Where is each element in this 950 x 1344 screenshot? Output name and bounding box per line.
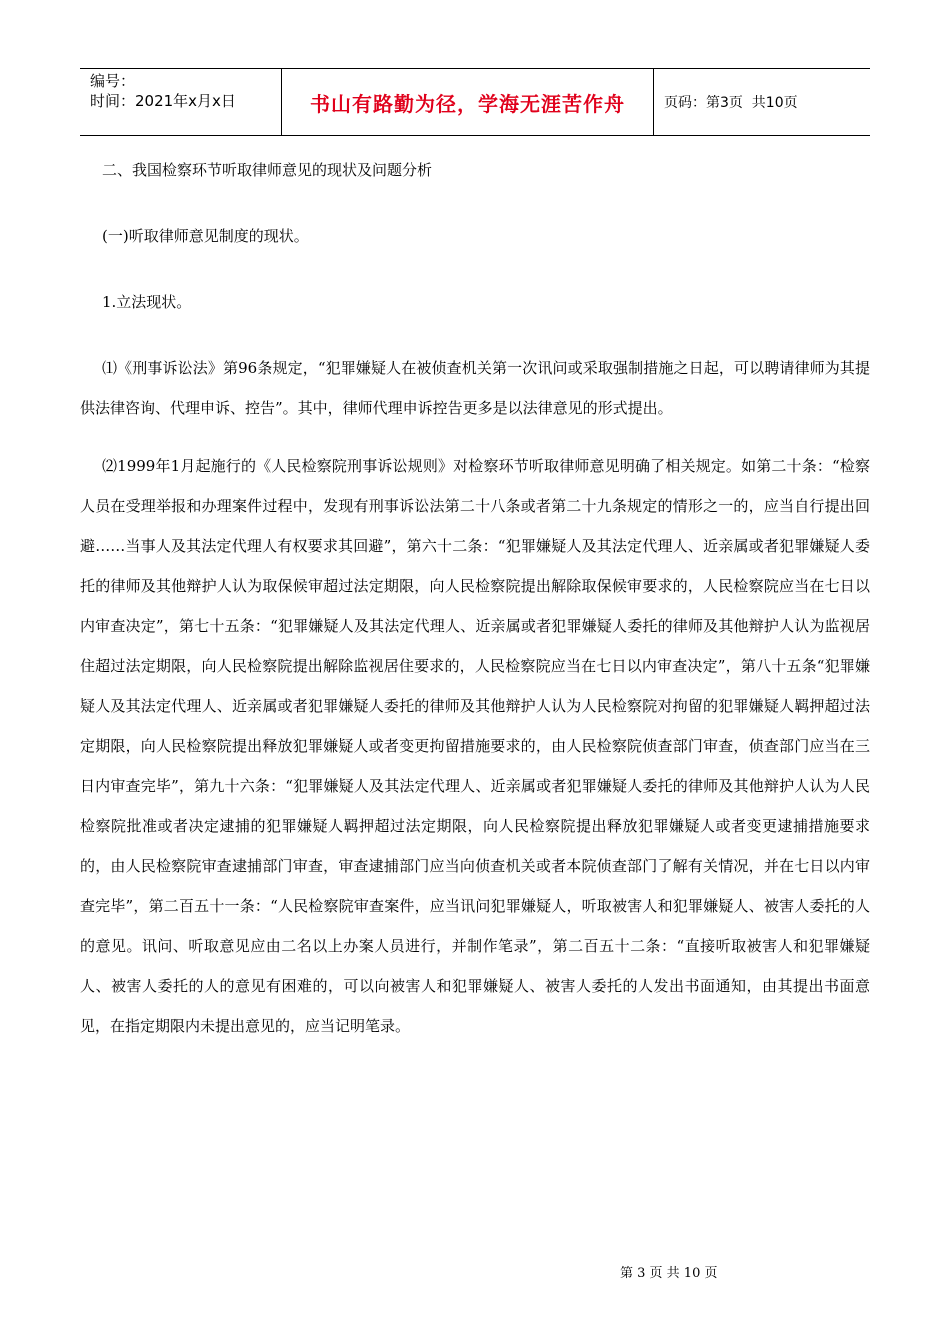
section-heading: 二、我国检察环节听取律师意见的现状及问题分析 [102,161,433,179]
header-page-info: 页码：第3页 共10页 [664,95,798,111]
paragraph: ⑴《刑事诉讼法》第96条规定，“犯罪嫌疑人在被侦查机关第一次讯问或采取强制措施之日起，可以聘请律师为其提供法律咨询、代理申诉、控告”。其中，律师代理申诉控告更多是以法律意见的形式提出。 [80,359,870,417]
document-date-label: 时间：2021年x月x日 [90,92,236,110]
header-meta [80,69,282,135]
document-body [80,150,870,1046]
header-motto: 书山有路勤为径，学海无涯苦作舟 [282,69,654,135]
page-footer: 第 3 页 共 10 页 [620,1266,718,1281]
list-item-heading: 1.立法现状。 [102,293,192,311]
document-number-label: 编号： [90,72,136,90]
page-header [80,68,870,136]
subsection-heading: (一)听取律师意见制度的现状。 [102,227,309,245]
paragraph: ⑵1999年1月起施行的《人民检察院刑事诉讼规则》对检察环节听取律师意见明确了相关规定。如第二十条：“检察人员在受理举报和办理案件过程中，发现有刑事诉讼法第二十八条或者第二十九条规定的情形之一的，应当自行提出回避……当事人及其法定代理人有权要求其回避”，第六十二条：“犯罪嫌疑人及其法定代理人、近亲属或者犯罪嫌疑人委托的律师及其他辩护人认为取保候审超过法定期限，向人民检察院提出解除取保候审要求的，人民检察院应当在七日以内审查决定”，第七十五条：“犯罪嫌疑人及其法定代理人、近亲属或者犯罪嫌疑人委托的律师及其他辩护人认为监视居住超过法定期限，向人民检察院提出解除监视居住要求的，人民检察院应当在七日以内审查决定”，第八十五条“犯罪嫌疑人及其法定代理人、近亲属或者犯罪嫌疑人委托的律师及其他辩护人认为人民检察院对拘留的犯罪嫌疑人羁押超过法定期限，向人民检察院提出释放犯罪嫌疑人或者变更拘留措施要求的，由人民检察院侦查部门审查，侦查部门应当在三日内审查完毕”，第九十六条：“犯罪嫌疑人及其法定代理人、近亲属或者犯罪嫌疑人委托的律师及其他辩护人认为人民检察院批准或者决定逮捕的犯罪嫌疑人羁押超过法定期限，向人民检察院提出释放犯罪嫌疑人或者变更逮捕措施要求的，由人民检察院审查逮捕部门审查，审查逮捕部门应当向侦查机关或者本院侦查部门了解有关情况，并在七日以内审查完毕”，第二百五十一条：“人民检察院审查案件，应当讯问犯罪嫌疑人，听取被害人和犯罪嫌疑人、被害人委托的人的意见。讯问、听取意见应由二名以上办案人员进行，并制作笔录”，第二百五十二条：“直接听取被害人和犯罪嫌疑人、被害人委托的人的意见有困难的，可以向被害人和犯罪嫌疑人、被害人委托的人发出书面通知，由其提出书面意见，在指定期限内未提出意见的，应当记明笔录。 [80,457,870,1035]
